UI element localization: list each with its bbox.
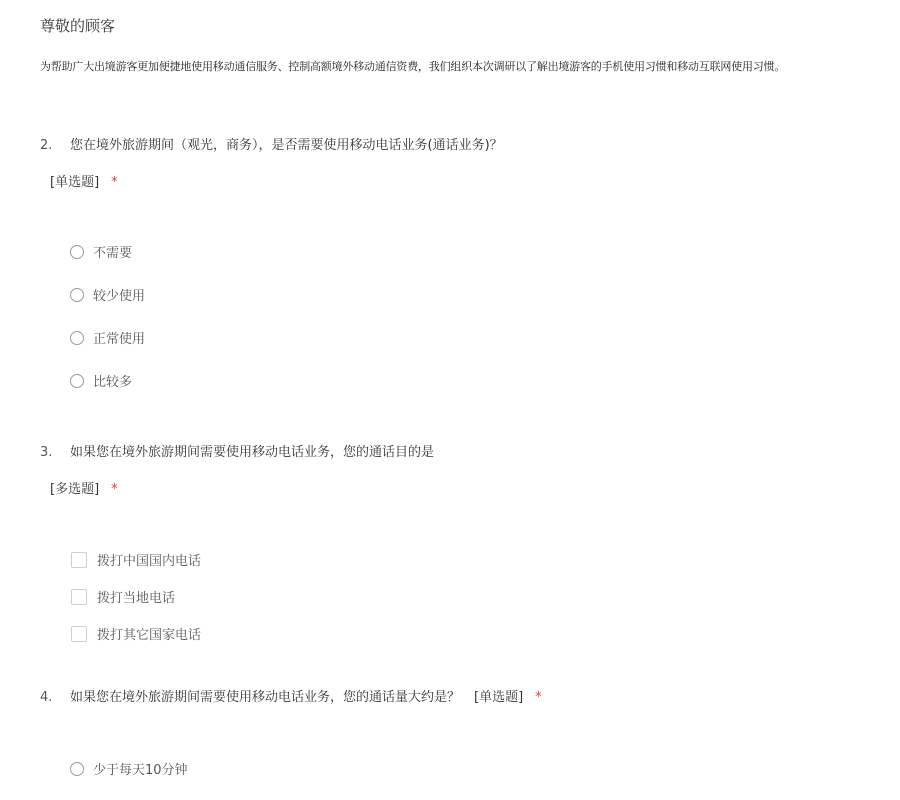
required-mark: *: [111, 175, 118, 190]
question-3-title-row: [40, 444, 880, 462]
radio-button[interactable]: [70, 374, 84, 388]
question-number: 2.: [40, 138, 53, 153]
question-text: 如果您在境外旅游期间需要使用移动电话业务，您的通话量大约是？: [70, 690, 461, 705]
question-2-type-row: [40, 172, 118, 192]
radio-button[interactable]: [70, 288, 84, 302]
survey-intro: 为帮助广大出境游客更加便捷地使用移动通信服务、控制高额境外移动通信资费，我们组织本次调研以了解出境游客的手机使用习惯和移动互联网使用习惯。: [40, 60, 786, 73]
checkbox[interactable]: [71, 626, 87, 642]
question-text: 如果您在境外旅游期间需要使用移动电话业务，您的通话目的是: [70, 445, 435, 460]
option-label: 不需要: [93, 246, 133, 261]
required-mark: *: [535, 690, 542, 705]
option-call-local[interactable]: [71, 587, 175, 606]
radio-button[interactable]: [70, 245, 84, 259]
required-mark: *: [111, 482, 118, 497]
question-type-label: [多选题]: [50, 482, 100, 497]
checkbox[interactable]: [71, 589, 87, 605]
question-text: 您在境外旅游期间（观光，商务），是否需要使用移动电话业务(通话业务)？: [70, 138, 503, 153]
option-less-use[interactable]: [70, 285, 145, 304]
option-label: 比较多: [93, 375, 133, 390]
option-label: 少于每天10分钟: [93, 763, 188, 778]
option-no-need[interactable]: [70, 242, 132, 261]
option-label: 拨打中国国内电话: [97, 554, 202, 569]
option-normal-use[interactable]: [70, 328, 145, 347]
option-call-china[interactable]: [71, 550, 201, 569]
radio-button[interactable]: [70, 762, 84, 776]
option-label: 较少使用: [93, 289, 146, 304]
radio-button[interactable]: [70, 331, 84, 345]
question-type-label: [单选题]: [474, 690, 524, 705]
option-label: 拨打当地电话: [97, 591, 176, 606]
question-number: 4.: [40, 690, 53, 705]
question-number: 3.: [40, 445, 53, 460]
question-4: [40, 689, 880, 778]
option-call-other-countries[interactable]: [71, 624, 201, 643]
greeting-title: 尊敬的顾客: [40, 17, 116, 35]
question-4-title-row: [40, 689, 880, 707]
option-more[interactable]: [70, 371, 132, 390]
question-type-label: [单选题]: [50, 175, 100, 190]
question-2: [40, 137, 880, 390]
question-3: [40, 444, 880, 643]
question-3-type-row: [40, 479, 118, 499]
option-label: 正常使用: [93, 332, 146, 347]
question-2-title-row: [40, 137, 880, 155]
option-label: 拨打其它国家电话: [97, 628, 202, 643]
option-under-10-min[interactable]: [70, 759, 188, 778]
checkbox[interactable]: [71, 552, 87, 568]
